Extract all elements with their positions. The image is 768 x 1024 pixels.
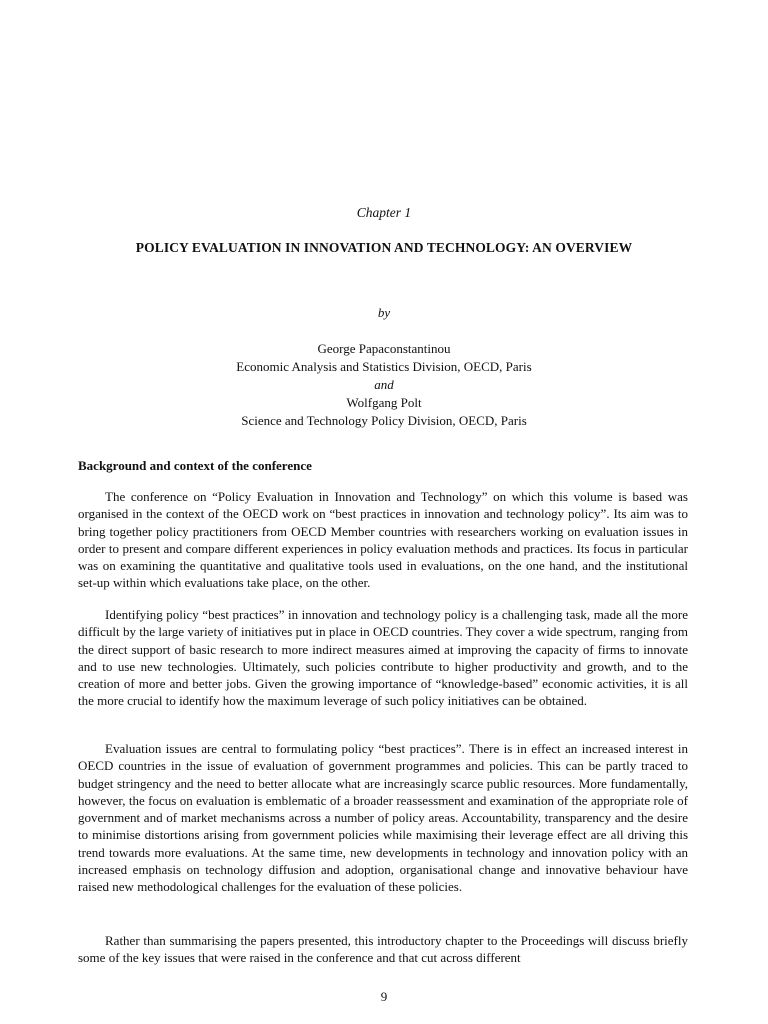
body-paragraph: Rather than summarising the papers presented, this introductory chapter to the Proceedings will discuss briefly some of the key issues that were raised in the conference and that cut across different xyxy=(78,933,688,966)
byline-by: by xyxy=(377,305,391,320)
chapter-title: POLICY EVALUATION IN INNOVATION AND TECHNOLOGY: AN OVERVIEW xyxy=(135,240,633,255)
section-heading: Background and context of the conference xyxy=(78,458,312,473)
body-paragraph: Evaluation issues are central to formulating policy “best practices”. There is in effect an increased interest in OECD countries in the issue of evaluation of government programmes and policies. This can be partly traced to budget stringency and the need to better allocate what are increasingly scarce public resources. More fundamentally, however, the focus on evaluation is emblematic of a broader reassessment and examination of the appropriate role of government and of market mechanisms across a number of policy areas. Accountability, transparency and the desire to minimise distortions arising from government policies while maximising their leverage effect are all driving this trend towards more evaluations. At the same time, new developments in technology and innovation policy with an increased emphasis on technology diffusion and adoption, organisational change and innovative behaviour have raised new methodological challenges for the evaluation of these policies. xyxy=(78,741,688,895)
body-paragraph: Identifying policy “best practices” in innovation and technology policy is a challenging task, made all the more difficult by the large variety of initiatives put in place in OECD countries. They cover a wide spectrum, ranging from the direct support of basic research to more indirect measures aimed at improving the capacity of firms to innovate and to use new technologies. Ultimately, such policies contribute to higher productivity and growth, and to the creation of more and better jobs. Given the growing importance of “knowledge-based” economic activities, it is all the more crucial to identify how the maximum leverage of such policy initiatives can be obtained. xyxy=(78,607,688,709)
author-affiliation: Economic Analysis and Statistics Division, OECD, Paris xyxy=(236,359,532,374)
author-block xyxy=(0,340,768,430)
author-affiliation: Science and Technology Policy Division, OECD, Paris xyxy=(241,413,527,428)
author-name: George Papaconstantinou xyxy=(317,341,451,356)
chapter-label: Chapter 1 xyxy=(356,205,412,220)
body-paragraph: The conference on “Policy Evaluation in Innovation and Technology” on which this volume is based was organised in the context of the OECD work on “best practices in innovation and technology policy”. Its aim was to bring together policy practitioners from OECD Member countries with researchers working on evaluation issues in order to present and compare different experiences in policy evaluation methods and practices. Its focus in particular was on examining the quantitative and qualitative tools used in evaluations, on the one hand, and the institutional set-up within which evaluations take place, on the other. xyxy=(78,489,688,591)
page-number: 9 xyxy=(380,989,388,1004)
author-name: Wolfgang Polt xyxy=(346,395,422,410)
author-conjunction: and xyxy=(374,377,394,392)
